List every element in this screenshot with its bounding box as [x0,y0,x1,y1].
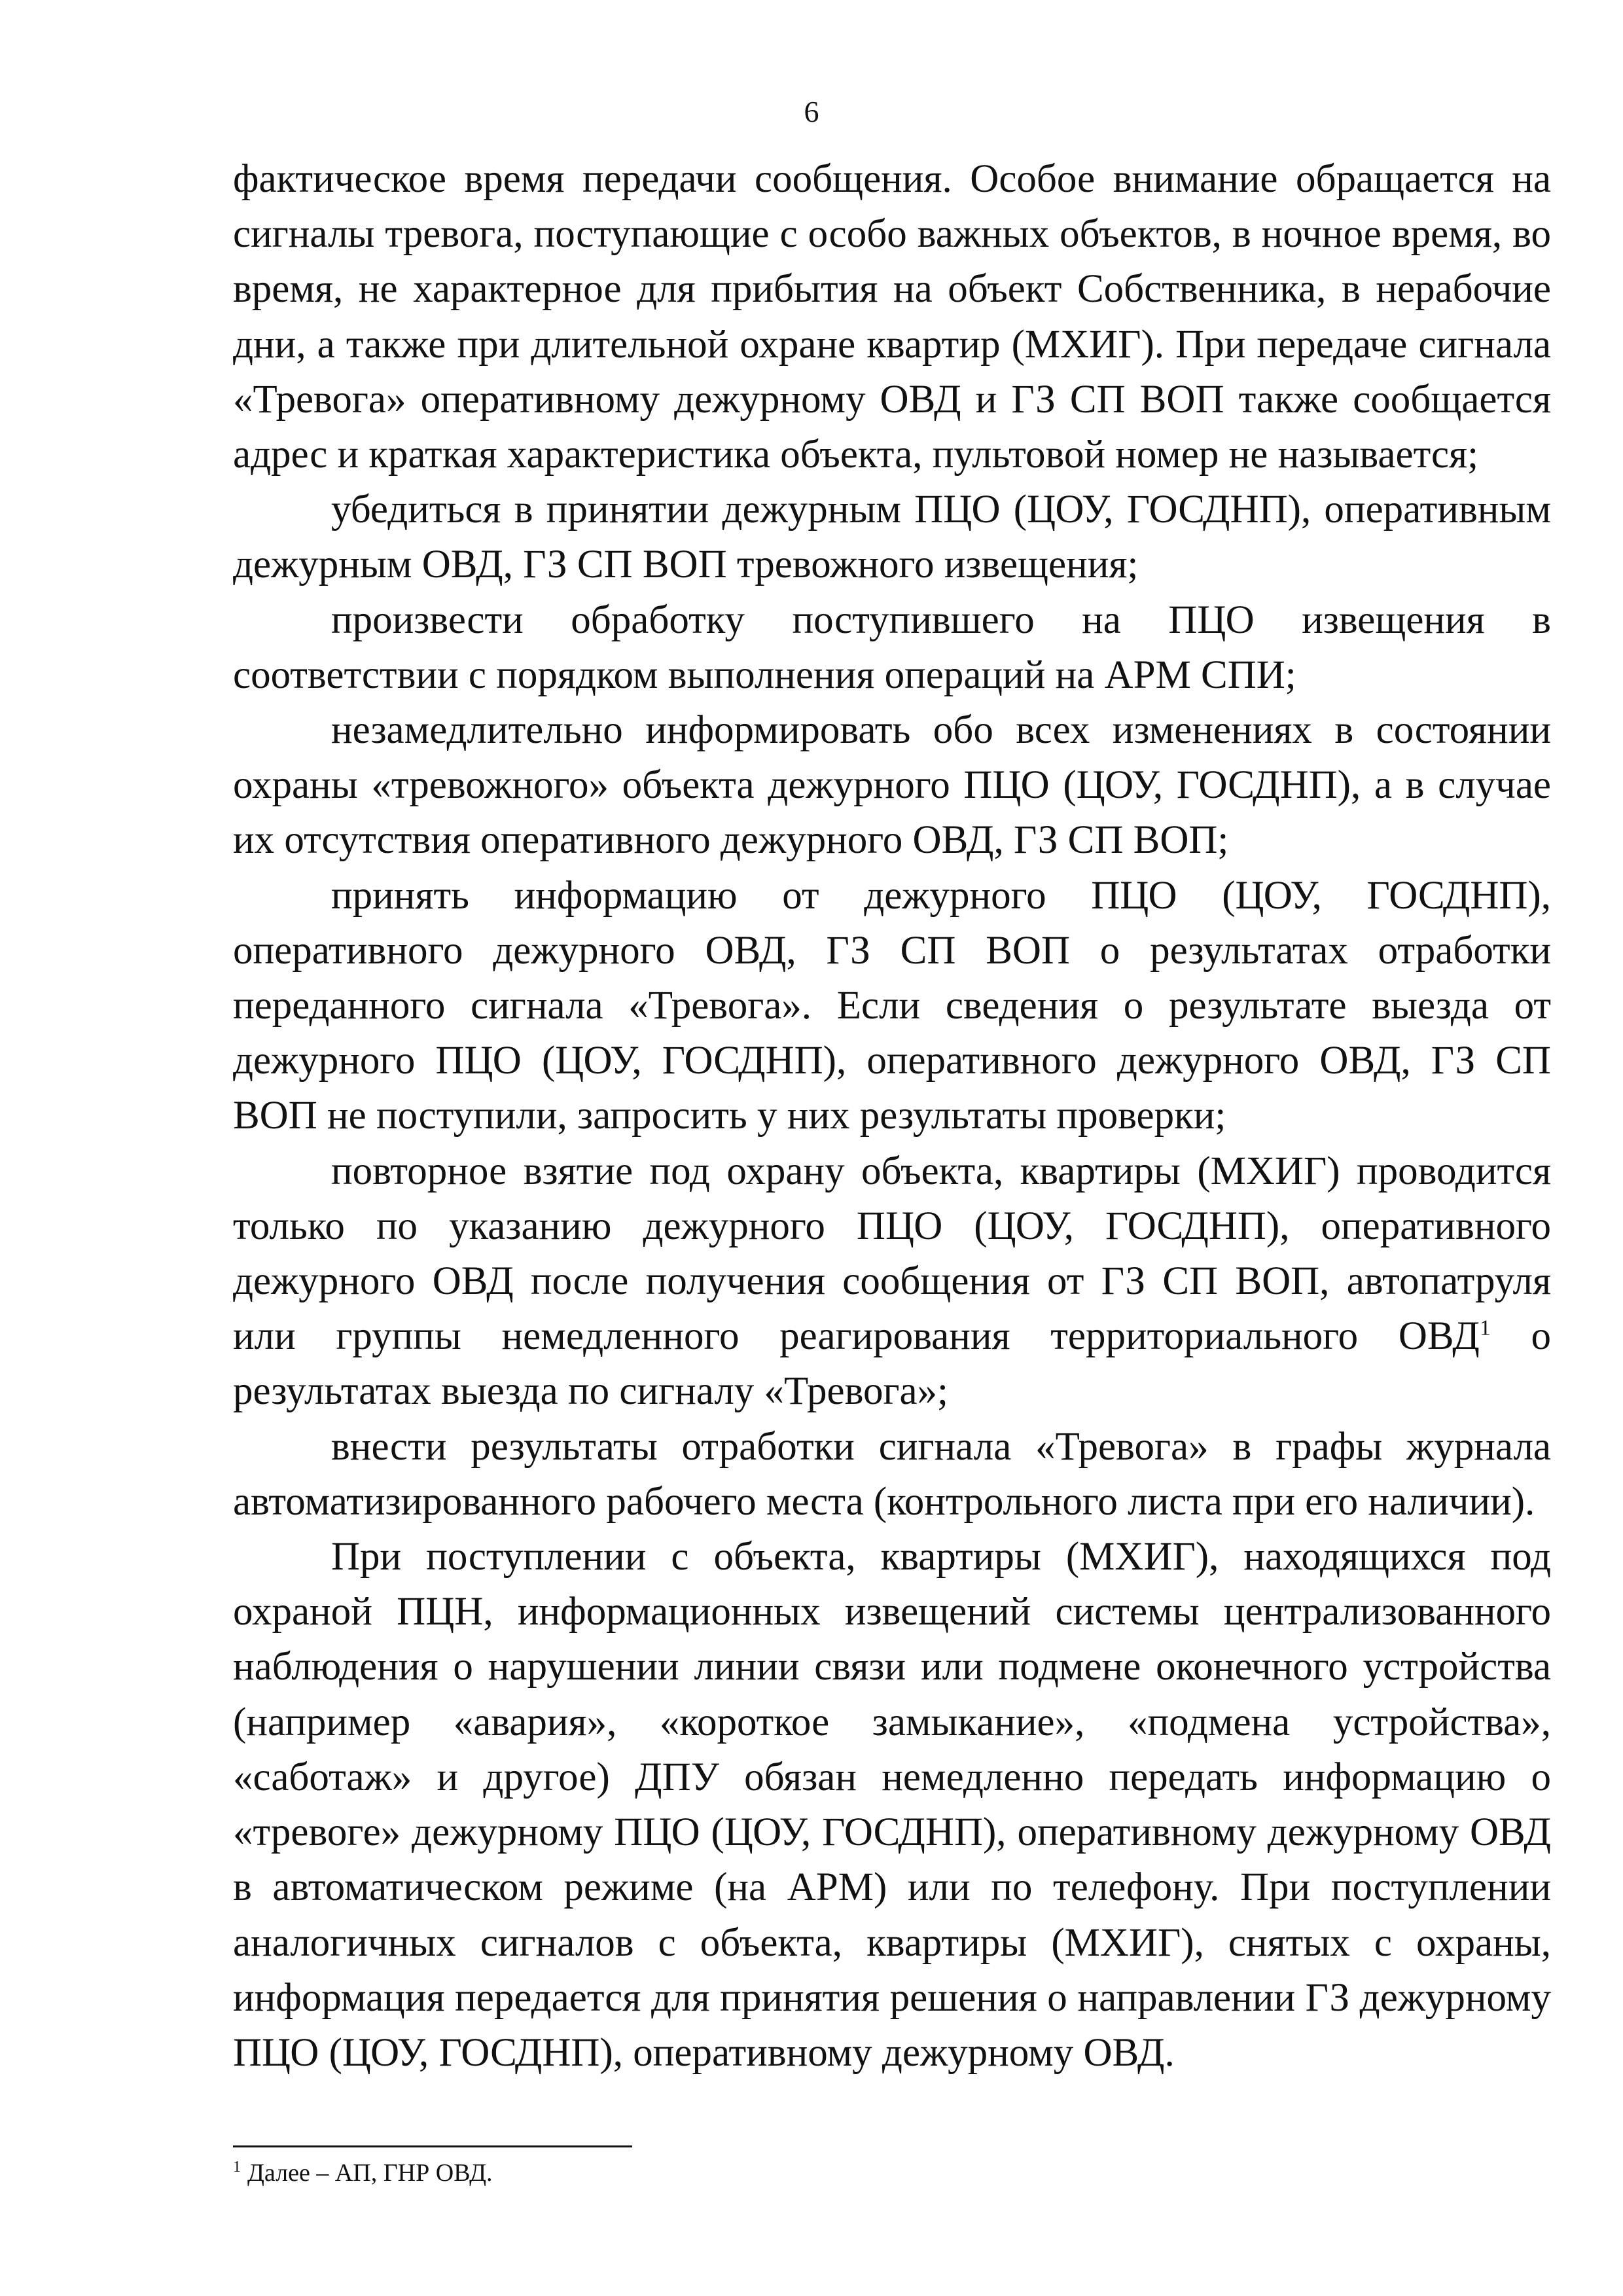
paragraph-fault-signals: При поступлении с объекта, квартиры (МХИГ), находящихся под охраной ПЦН, информационных извещений системы централизованного наблюдения о нарушении линии связи или подмене оконечного устройства (например «авария», «короткое замыкание», «подмена устройства», «саботаж» и другое) ДПУ обязан немедленно передать информацию о «тревоге» дежурному ПЦО (ЦОУ, ГОСДНП), оперативному дежурному ОВД в автоматическом режиме (на АРМ) или по телефону. При поступлении аналогичных сигналов с объекта, квартиры (МХИГ), снятых с охраны, информация передается для принятия решения о направлении ГЗ дежурному ПЦО (ЦОУ, ГОСДНП), оперативному дежурному ОВД. [233,1535,1551,2075]
paragraph-re-arming-text: повторное взятие под охрану объекта, квартиры (МХИГ) проводится только по указанию дежурного ПЦО (ЦОУ, ГОСДНП), оперативного дежурного ОВД после получения сообщения от ГЗ СП ВОП, автопатруля или группы немедленного реагирования территориального ОВД [233,1149,1551,1359]
page-number: 6 [804,95,819,128]
paragraph-re-arming [233,1144,1551,1420]
footnote-separator [233,2145,632,2147]
paragraph-continuation: фактическое время передачи сообщения. Особое внимание обращается на сигналы тревога, поступающие с особо важных объектов, в ночное время, во время, не характерное для прибытия на объект Собственника, в нерабочие дни, а также при длительной охране квартир (МХИГ). При передаче сигнала «Тревога» оперативному дежурному ОВД и ГЗ СП ВОП также сообщается адрес и краткая характеристика объекта, пультовой номер не называется; [233,157,1551,477]
paragraph-record-results: внести результаты отработки сигнала «Тревога» в графы журнала автоматизированного рабочего места (контрольного листа при его наличии). [233,1424,1551,1524]
footnote-mark: 1 [233,2159,241,2176]
paragraph-confirm-receipt: убедиться в принятии дежурным ПЦО (ЦОУ, ГОСДНП), оперативным дежурным ОВД, ГЗ СП ВОП тревожного извещения; [233,488,1551,587]
paragraph-inform-changes: незамедлительно информировать обо всех изменениях в состоянии охраны «тревожного» объекта дежурного ПЦО (ЦОУ, ГОСДНП), а в случае их отсутствия оперативного дежурного ОВД, ГЗ СП ВОП; [233,708,1551,863]
paragraph-receive-results: принять информацию от дежурного ПЦО (ЦОУ, ГОСДНП), оперативного дежурного ОВД, ГЗ СП ВОП о результатах отработки переданного сигнала «Тревога». Если сведения о результате выезда от дежурного ПЦО (ЦОУ, ГОСДНП), оперативного дежурного ОВД, ГЗ СП ВОП не поступили, запросить у них результаты проверки; [233,873,1551,1138]
paragraph-re-arming-text-end: о результатах выезда по сигналу «Тревога»; [233,1314,1552,1414]
footnote [233,2153,1018,2193]
document-body [233,152,1551,2081]
footnote-reference: 1 [1479,1316,1491,1340]
footnote-text: Далее – АП, ГНР ОВД. [247,2159,493,2187]
paragraph-process-notice: произвести обработку поступившего на ПЦО извещения в соответствии с порядком выполнения операций на АРМ СПИ; [233,598,1551,697]
